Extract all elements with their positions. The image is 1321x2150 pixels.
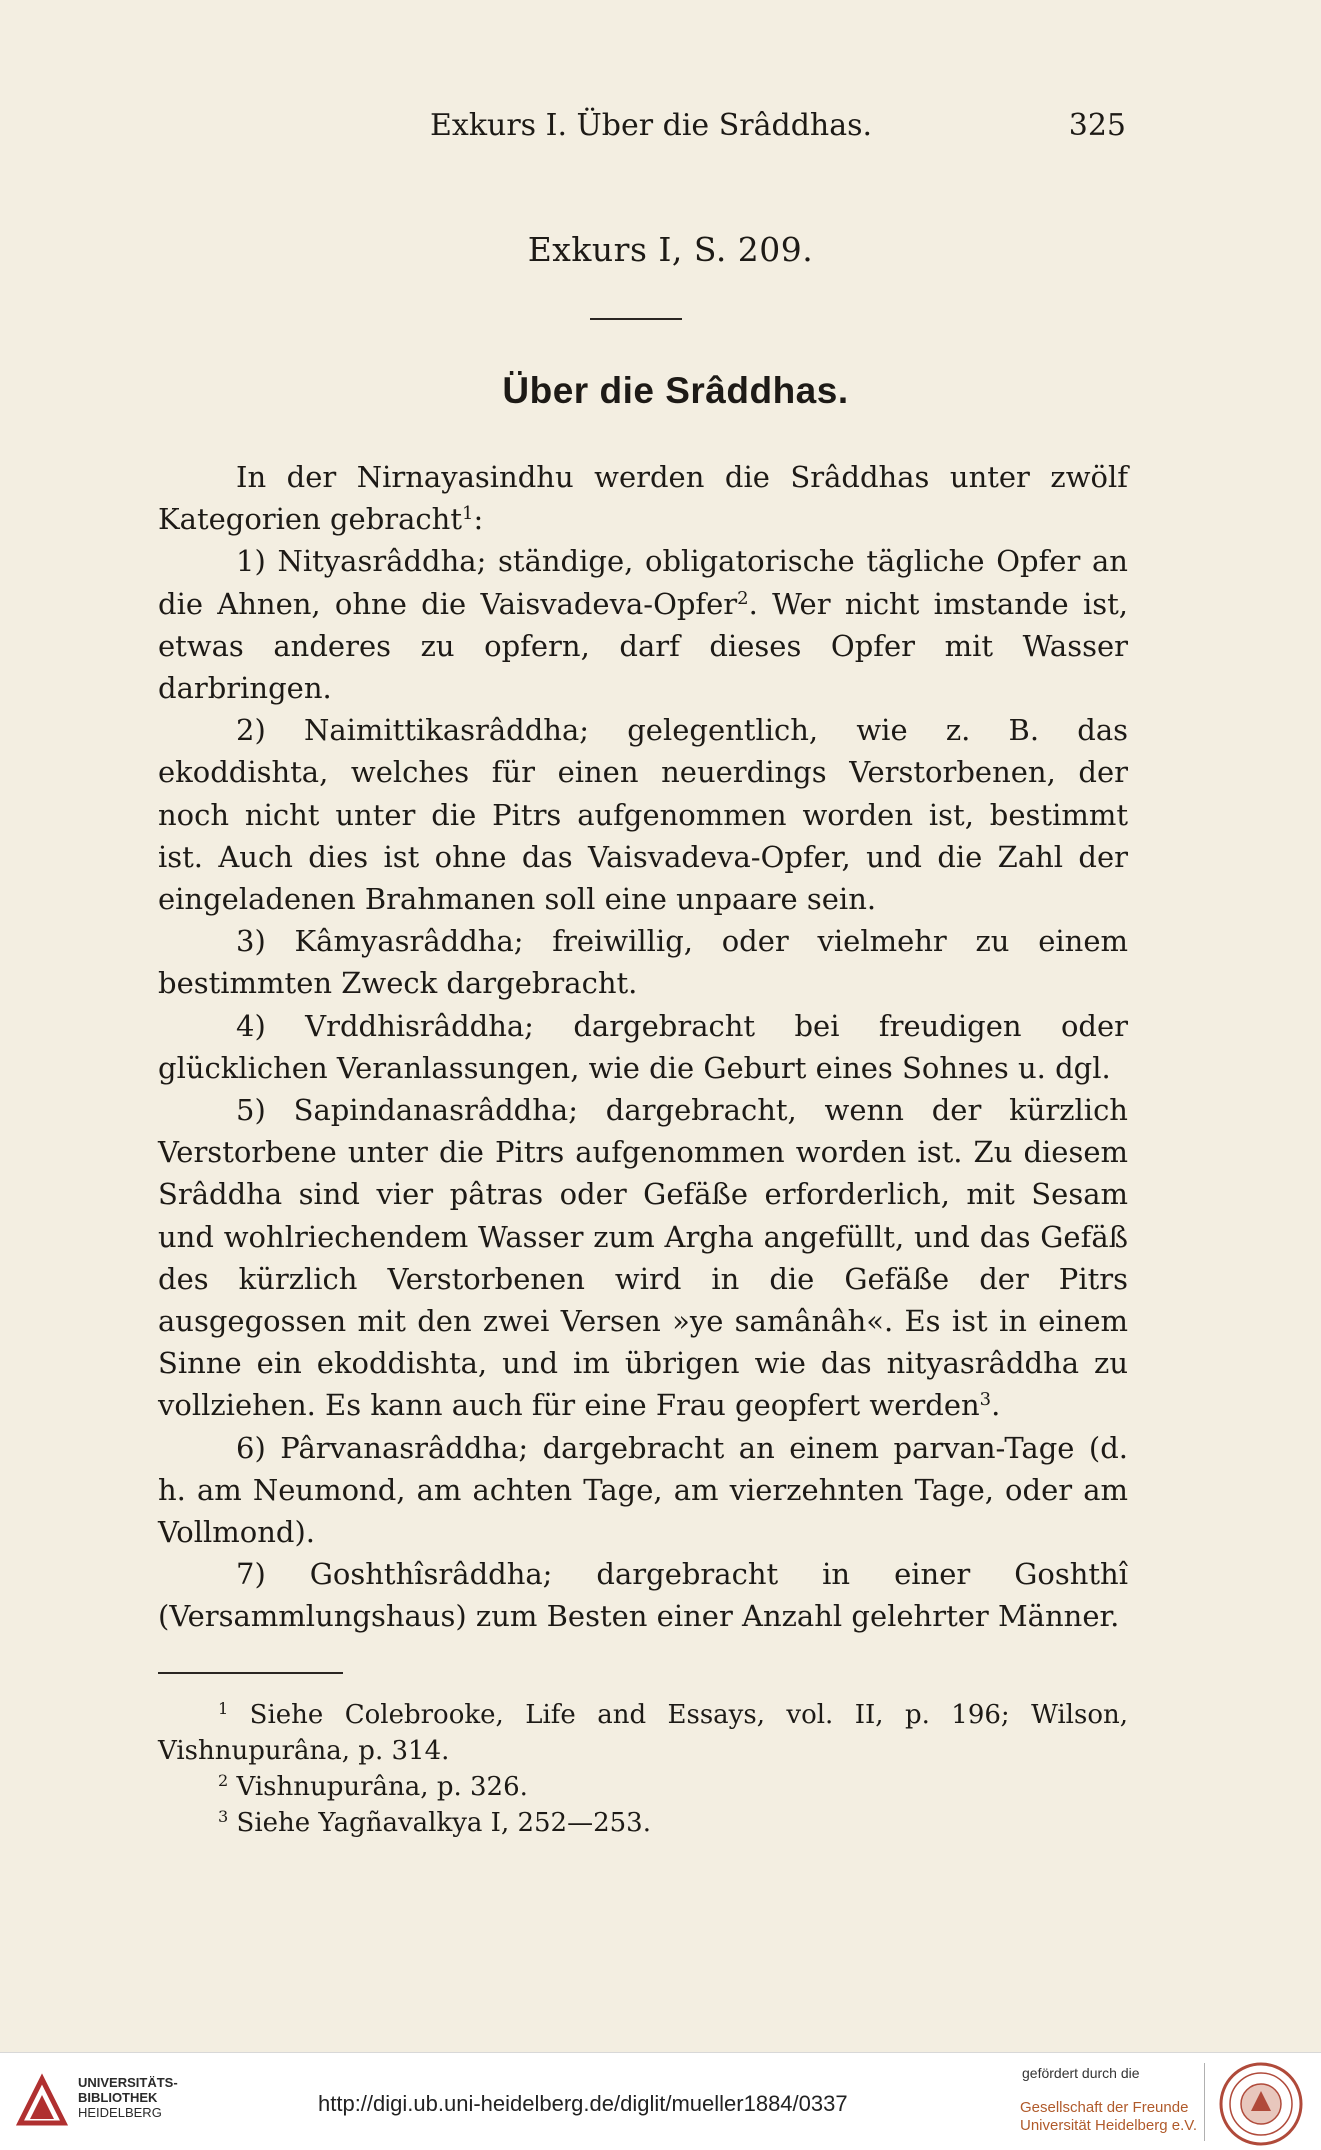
library-name-line: BIBLIOTHEK — [78, 2090, 158, 2105]
footnotes — [158, 1697, 1128, 1841]
paragraph-item-5 — [158, 1089, 1128, 1427]
paragraph-intro — [158, 456, 1128, 540]
footnote — [158, 1769, 1128, 1805]
funded-by-label: gefördert durch die — [1022, 2065, 1140, 2081]
paragraph-text: : — [473, 502, 484, 537]
paragraph-item-6: 6) Pârvanasrâddha; dargebracht an einem parvan-Tage (d. h. am Neumond, am achten Tage, am vierzehnten Tage, oder am Vollmond). — [158, 1430, 1128, 1550]
footnote — [158, 1805, 1128, 1841]
footnote-mark: 3 — [218, 1807, 229, 1827]
paragraph-item-2: 2) Naimittikasrâddha; gelegentlich, wie z. B. das ekoddishta, welches für einen neuerdings Verstorbenen, der noch nicht unter die Pitrs aufgenommen worden ist, bestimmt ist. Auch dies ist ohne das Vaisvadeva-Opfer, und die Zahl der eingeladenen Brahmanen soll eine unpaare sein. — [158, 713, 1128, 917]
library-name-line: UNIVERSITÄTS- — [78, 2075, 178, 2090]
paragraph-text: 1) Nityasrâddha; ständige, obligatorische tägliche Opfer an die Ahnen, ohne die Vaisvadeva-Opfer — [158, 544, 1128, 621]
title-divider — [590, 318, 682, 320]
university-seal-icon[interactable] — [1218, 2061, 1304, 2147]
footnote-ref[interactable]: 3 — [979, 1389, 992, 1411]
running-head-title: Exkurs I. Über die Srâddhas. — [430, 108, 873, 143]
footnote-text: Vishnupurâna, p. 326. — [236, 1772, 528, 1802]
university-library-name[interactable] — [78, 2075, 178, 2120]
footnote-ref[interactable]: 1 — [462, 503, 474, 525]
paragraph-item-1 — [158, 540, 1128, 709]
footnote-divider — [158, 1672, 343, 1674]
section-heading: Über die Srâddhas. — [502, 370, 849, 411]
page-number: 325 — [1068, 108, 1126, 143]
university-library-logo-icon[interactable] — [12, 2073, 72, 2133]
footer-divider — [1204, 2063, 1205, 2141]
permalink-url[interactable]: http://digi.ub.uni-heidelberg.de/diglit/mueller1884/0337 — [318, 2091, 848, 2116]
footnote — [158, 1697, 1128, 1769]
paragraph-text: . — [991, 1388, 1001, 1423]
exkurs-reference: Exkurs I, S. 209. — [527, 230, 814, 269]
footnote-text: Siehe Colebrooke, Life and Essays, vol. II, p. 196; Wilson, Vishnupurâna, p. 314. — [158, 1700, 1128, 1766]
footnote-text: Siehe Yagñavalkya I, 252—253. — [236, 1808, 651, 1838]
running-head — [430, 108, 1126, 148]
paragraph-text: 5) Sapindanasrâddha; dargebracht, wenn der kürzlich Verstorbene unter die Pitrs aufgenommen worden ist. Zu diesem Srâddha sind vier pâtras oder Gefäße erforderlich, mit Sesam und wohlriechendem Wasser zum Argha angefüllt, und das Gefäß des kürzlich Verstorbenen wird in die Gefäße der Pitrs ausgegossen mit den zwei Versen »ye samânâh«. Es ist in einem Sinne ein ekoddishta, und im übrigen wie das nityasrâddha zu vollziehen. Es kann auch für eine Frau geopfert werden — [158, 1093, 1128, 1423]
body-text — [158, 456, 1128, 1638]
footnote-ref[interactable]: 2 — [737, 587, 749, 609]
paragraph-item-3: 3) Kâmyasrâddha; freiwillig, oder vielmehr zu einem bestimmten Zweck dargebracht. — [158, 924, 1128, 1001]
society-name[interactable] — [1020, 2099, 1197, 2135]
paragraph-text: In der Nirnayasindhu werden die Srâddhas unter zwölf Kategorien gebracht — [158, 460, 1128, 537]
paragraph-item-4: 4) Vrddhisrâddha; dargebracht bei freudigen oder glücklichen Veranlassungen, wie die Geburt eines Sohnes u. dgl. — [158, 1008, 1128, 1085]
footnote-mark: 1 — [218, 1699, 229, 1719]
library-name-line: HEIDELBERG — [78, 2105, 162, 2120]
paragraph-item-7: 7) Goshthîsrâddha; dargebracht in einer Goshthî (Versammlungshaus) zum Besten einer Anzahl gelehrter Männer. — [158, 1557, 1128, 1634]
paragraph-text: . Wer nicht imstande ist, etwas anderes zu opfern, darf dieses Opfer mit Wasser darbringen. — [158, 586, 1128, 706]
society-name-line: Gesellschaft der Freunde — [1020, 2099, 1189, 2116]
society-name-line: Universität Heidelberg e.V. — [1020, 2117, 1198, 2134]
footnote-mark: 2 — [218, 1771, 229, 1791]
digitization-footer — [0, 2052, 1321, 2150]
